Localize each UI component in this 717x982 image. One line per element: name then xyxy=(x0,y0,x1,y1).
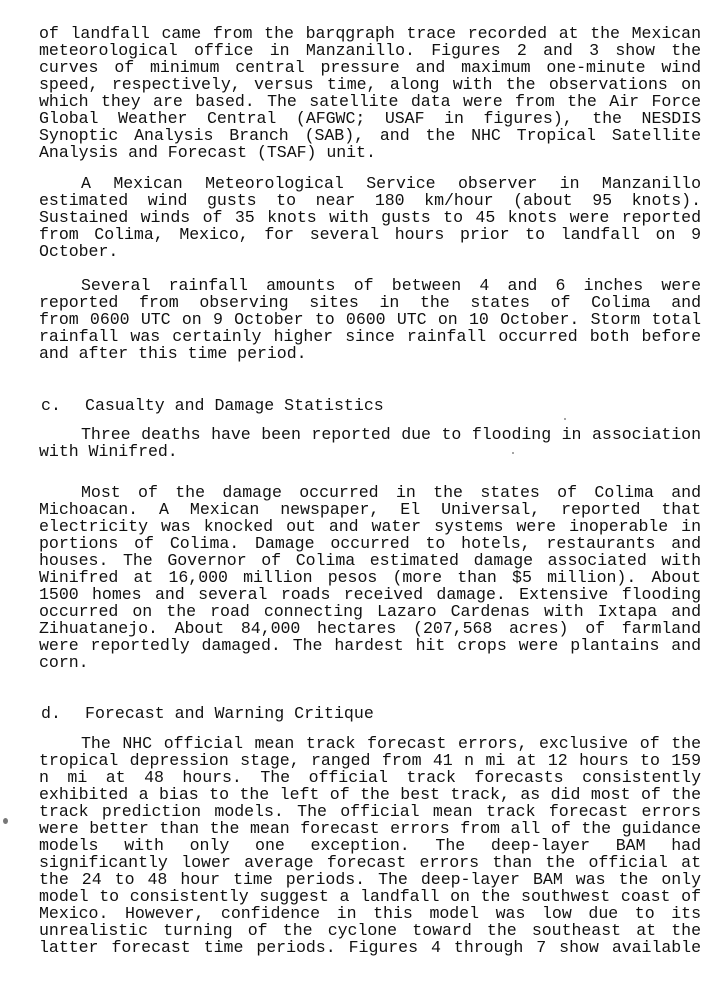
text-line: Analysis and Forecast (TSAF) unit. xyxy=(39,144,376,161)
text-line: from 0600 UTC on 9 October to 0600 UTC on 10 October. Storm total xyxy=(39,311,701,328)
text-line: Michoacan. A Mexican newspaper, El Universal, reported that xyxy=(39,501,701,518)
text-line: A Mexican Meteorological Service observer in Manzanillo xyxy=(81,175,701,192)
scan-artifact xyxy=(3,818,8,824)
text-line: corn. xyxy=(39,654,89,671)
text-line: estimated wind gusts to near 180 km/hour (about 95 knots). xyxy=(39,192,701,209)
text-line: The NHC official mean track forecast errors, exclusive of the xyxy=(81,735,701,752)
text-line: Three deaths have been reported due to flooding in association xyxy=(81,426,701,443)
text-line: Zihuatanejo. About 84,000 hectares (207,568 acres) of farmland xyxy=(39,620,701,637)
text-line: unrealistic turning of the cyclone toward the southeast at the xyxy=(39,922,701,939)
paragraph-damage xyxy=(39,484,701,671)
text-line: and after this time period. xyxy=(39,345,307,362)
text-line: Mexico. However, confidence in this model was low due to its xyxy=(39,905,701,922)
text-line: speed, respectively, versus time, along with the observations on xyxy=(39,76,701,93)
section-title: Forecast and Warning Critique xyxy=(85,704,374,723)
text-line: 1500 homes and several roads received damage. Extensive flooding xyxy=(39,586,701,603)
text-line: which they are based. The satellite data were from the Air Force xyxy=(39,93,701,110)
text-line: significantly lower average forecast errors than the official at xyxy=(39,854,701,871)
text-line: Sustained winds of 35 knots with gusts to 45 knots were reported xyxy=(39,209,701,226)
paragraph-wind-gusts xyxy=(39,175,701,260)
section-heading-casualty xyxy=(41,397,384,414)
text-line: Several rainfall amounts of between 4 and 6 inches were xyxy=(81,277,701,294)
text-line: latter forecast time periods. Figures 4 through 7 show available xyxy=(39,939,701,956)
section-heading-forecast xyxy=(41,705,374,722)
paragraph-rainfall xyxy=(39,277,701,362)
section-letter: c. xyxy=(41,396,61,415)
text-line: model to consistently suggest a landfall on the southwest coast of xyxy=(39,888,701,905)
text-line: meteorological office in Manzanillo. Figures 2 and 3 show the xyxy=(39,42,701,59)
scan-artifact xyxy=(564,418,566,420)
text-line: track prediction models. The official mean track forecast errors xyxy=(39,803,701,820)
section-title: Casualty and Damage Statistics xyxy=(85,396,384,415)
text-line: exhibited a bias to the left of the best track, as did most of the xyxy=(39,786,701,803)
text-line: Global Weather Central (AFGWC; USAF in figures), the NESDIS xyxy=(39,110,701,127)
text-line: houses. The Governor of Colima estimated damage associated with xyxy=(39,552,701,569)
text-line: models with only one exception. The deep-layer BAM had xyxy=(39,837,701,854)
text-line: portions of Colima. Damage occurred to hotels, restaurants and xyxy=(39,535,701,552)
text-line: October. xyxy=(39,243,119,260)
paragraph-landfall-pressure xyxy=(39,25,701,161)
text-line: Most of the damage occurred in the states of Colima and xyxy=(81,484,701,501)
text-line: were reportedly damaged. The hardest hit crops were plantains and xyxy=(39,637,701,654)
text-line: rainfall was certainly higher since rainfall occurred both before xyxy=(39,328,701,345)
text-line: the 24 to 48 hour time periods. The deep-layer BAM was the only xyxy=(39,871,701,888)
paragraph-forecast-errors xyxy=(39,735,701,956)
text-line: electricity was knocked out and water systems were inoperable in xyxy=(39,518,701,535)
text-line: from Colima, Mexico, for several hours prior to landfall on 9 xyxy=(39,226,701,243)
text-line: Synoptic Analysis Branch (SAB), and the NHC Tropical Satellite xyxy=(39,127,701,144)
text-line: tropical depression stage, ranged from 41 n mi at 12 hours to 159 xyxy=(39,752,701,769)
text-line: n mi at 48 hours. The official track forecasts consistently xyxy=(39,769,701,786)
text-line: Winifred at 16,000 million pesos (more than $5 million). About xyxy=(39,569,701,586)
text-line: curves of minimum central pressure and maximum one-minute wind xyxy=(39,59,701,76)
text-line: of landfall came from the barqgraph trace recorded at the Mexican xyxy=(39,25,701,42)
text-line: with Winifred. xyxy=(39,443,178,460)
paragraph-deaths xyxy=(39,426,701,460)
text-line: were better than the mean forecast errors from all of the guidance xyxy=(39,820,701,837)
text-line: occurred on the road connecting Lazaro Cardenas with Ixtapa and xyxy=(39,603,701,620)
section-letter: d. xyxy=(41,704,61,723)
text-line: reported from observing sites in the states of Colima and xyxy=(39,294,701,311)
scan-artifact xyxy=(512,452,514,454)
